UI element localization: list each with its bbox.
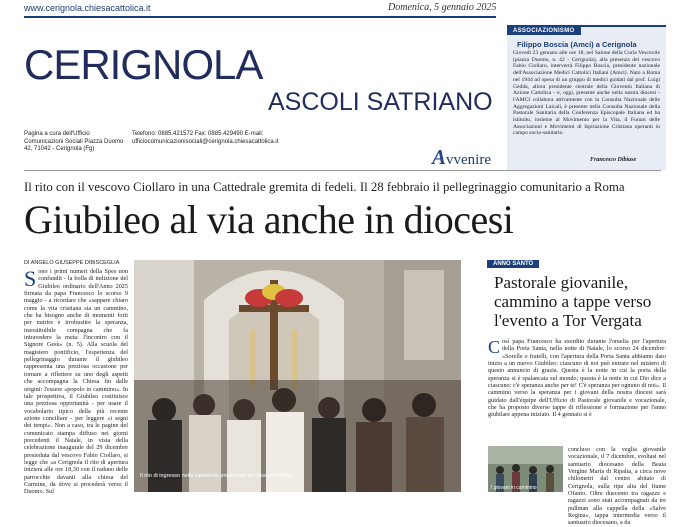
article-kicker: Il rito con il vescovo Ciollaro in una Cattedrale gremita di fedeli. Il 28 febbraio il pellegrinaggio comunitario a Roma	[24, 180, 625, 194]
issue-date: Domenica, 5 gennaio 2025	[388, 2, 497, 13]
section-label-anno-santo: ANNO SANTO	[487, 260, 539, 268]
editorial-office-address: Pagina a cura dell'Ufficio Comunicazioni Sociali Piazza Duomo 42, 71042 - Cerignola (Fg)	[24, 131, 124, 152]
box-author: Francesco Dibiase	[590, 157, 637, 163]
right-article-body	[488, 338, 666, 446]
logo-rest: vvenire	[446, 152, 491, 168]
box-text: Giovedì 23 gennaio alle ore 18, nel Salone della Curia Vescovile (piazza Duomo, n. 42 - Cerignola), alla presenza del vescovo Fabio Ciollaro, interverrà Filippo Boscia, presidente nazionale dell'Associazione Medici Cattolici Italiani (Amci). Nato a Roma nel 1944 ad opera di un gruppo di medici guidati dal prof. Luigi Gedda, allora presidente centrale della Gioventù Italiana di Azione Cattolica - e, oggi, presente anche nella nostra diocesi - l'AMCI collabora attivamente con la Consulta Nazionale delle Aggregazioni Laicali, è presente nella Consulta Nazionale della Pastorale Sanitaria della Conferenza Episcopale Italiana ed ha istituito, insieme al Movimento per la Vita, il Forum delle Associazioni e Movimenti di Ispirazione Cristiana operanti in campo socio-sanitario.	[513, 50, 660, 137]
right-article-dropcap: C	[488, 337, 501, 357]
article-dropcap: S	[24, 266, 37, 291]
box-title: Filippo Boscia (Amci) a Cerignola	[517, 40, 637, 49]
section-divider	[24, 170, 661, 171]
photo-caption: Il rito di ingresso nella cattedrale presieduto dal vescovo Fabio	[140, 473, 292, 479]
editorial-contacts: Telefono: 0885.421572 Fax: 0885.429490 E-mail: ufficiocomunicazionisociali@cerignola.chiesacattolica.it	[132, 131, 279, 145]
cathedral-photo-illustration	[134, 260, 461, 492]
masthead-rule	[24, 16, 496, 18]
right-article-body-continued: concluso con la veglia giovanile vocazionale, il 7 dicembre, svoltasi nel santuario diocesano della Beata Vergine Maria di Ripalta, a circa nove chilometri dal centro abitato di Cerignola, sulla ripa alta del fiume Ofanto. Oltre duecento tra ragazze e ragazzi sono stati accompagnati da tre pullman alla cappella della «Salve Regina», tappa intermedia verso il santuario diocesano, a da	[568, 446, 666, 527]
masthead-url[interactable]: www.cerignola.chiesacattolica.it	[24, 3, 151, 13]
logo-initial: A	[432, 145, 447, 169]
youth-photo-caption: I giovani in cammino	[491, 485, 537, 491]
cathedral-photo	[134, 260, 461, 492]
right-article-body-text: osì papa Francesco ha esordito durante l'omelia per l'apertura della Porta Santa, nella notte di Natale, lo scorso 24 dicembre: «Sorelle e fratelli, con l'apertura della Porta Santa abbiamo dato inizio a un nuovo Giubileo: ciascuno di noi può entrare nel mistero di questo annuncio di grazia. Questa è la notte in cui la porta della speranza si è spalancata sul mondo; questa è la notte in cui Dio dice a ciascuno: c'è speranza anche per te! C'è speranza per ognuno di noi». Il cammino verso la speranza per i giovani della nostra diocesi sarà guidato dall'équipe dell'Ufficio di Pastorale giovanile e vocazionale, che ha proposto diverse tappe di riflessione e formazione per l'anno giubilare appena iniziato. Il 4 gennaio si è	[488, 338, 666, 419]
avvenire-logo	[432, 145, 491, 170]
article-body	[24, 266, 128, 496]
article-byline: DI ANGELO GIUSEPPE DIBISCEGLIA	[24, 260, 120, 266]
article-body-text: ono i primi numeri della Spes non confundit - la bolla di indizione del Giubileo ordinario dell'Anno 2025 firmata da papa Francesco lo scorso 9 maggio - a ricordare che «sappare chiaro come la vita cristiana sia un cammino, che ha bisogno anche di momenti forti per nutrire e irrobustire la speranza, insostituibile compagna che fa intravedere la meta: l'incontro con il Signore Gesù» (n. 5). Alla scuola del magistero pontificio, l'esperienza del pellegrinaggio durante il giubileo rappresenta una preziosa occasione per tornare a riflettere su uno degli aspetti che accompagna la Chiesa fin dalle origini: l'essere «popolo in cammino». In tale prospettiva, il Giubileo costituisce una preziosa opportunità - per usare il vocabolario tipico della più recente azione conciliare - per leggere «i segni dei tempi». Non a caso, tra le pagine del comunicato stampa diffuso nei giorni precedenti il Natale, in vista della celebrazione inaugurale del 29 dicembre presieduta dal vescovo Fabio Ciollaro, si legge che «a Cerignola il rito di apertura inizierà alle ore 18,30 con il raduno delle parrocchie davanti alla chiesa del Carmine, da dove si procederà verso il Duomo. Sul	[24, 268, 128, 496]
newspaper-subtitle: ASCOLI SATRIANO	[268, 88, 493, 116]
newspaper-title: CERIGNOLA	[24, 41, 263, 88]
article-headline: Giubileo al via anche in diocesi	[24, 197, 514, 242]
right-article-headline: Pastorale giovanile, cammino a tappe verso l'evento a Tor Vergata	[494, 273, 652, 330]
section-label-associazionismo: ASSOCIAZIONISMO	[507, 27, 581, 35]
